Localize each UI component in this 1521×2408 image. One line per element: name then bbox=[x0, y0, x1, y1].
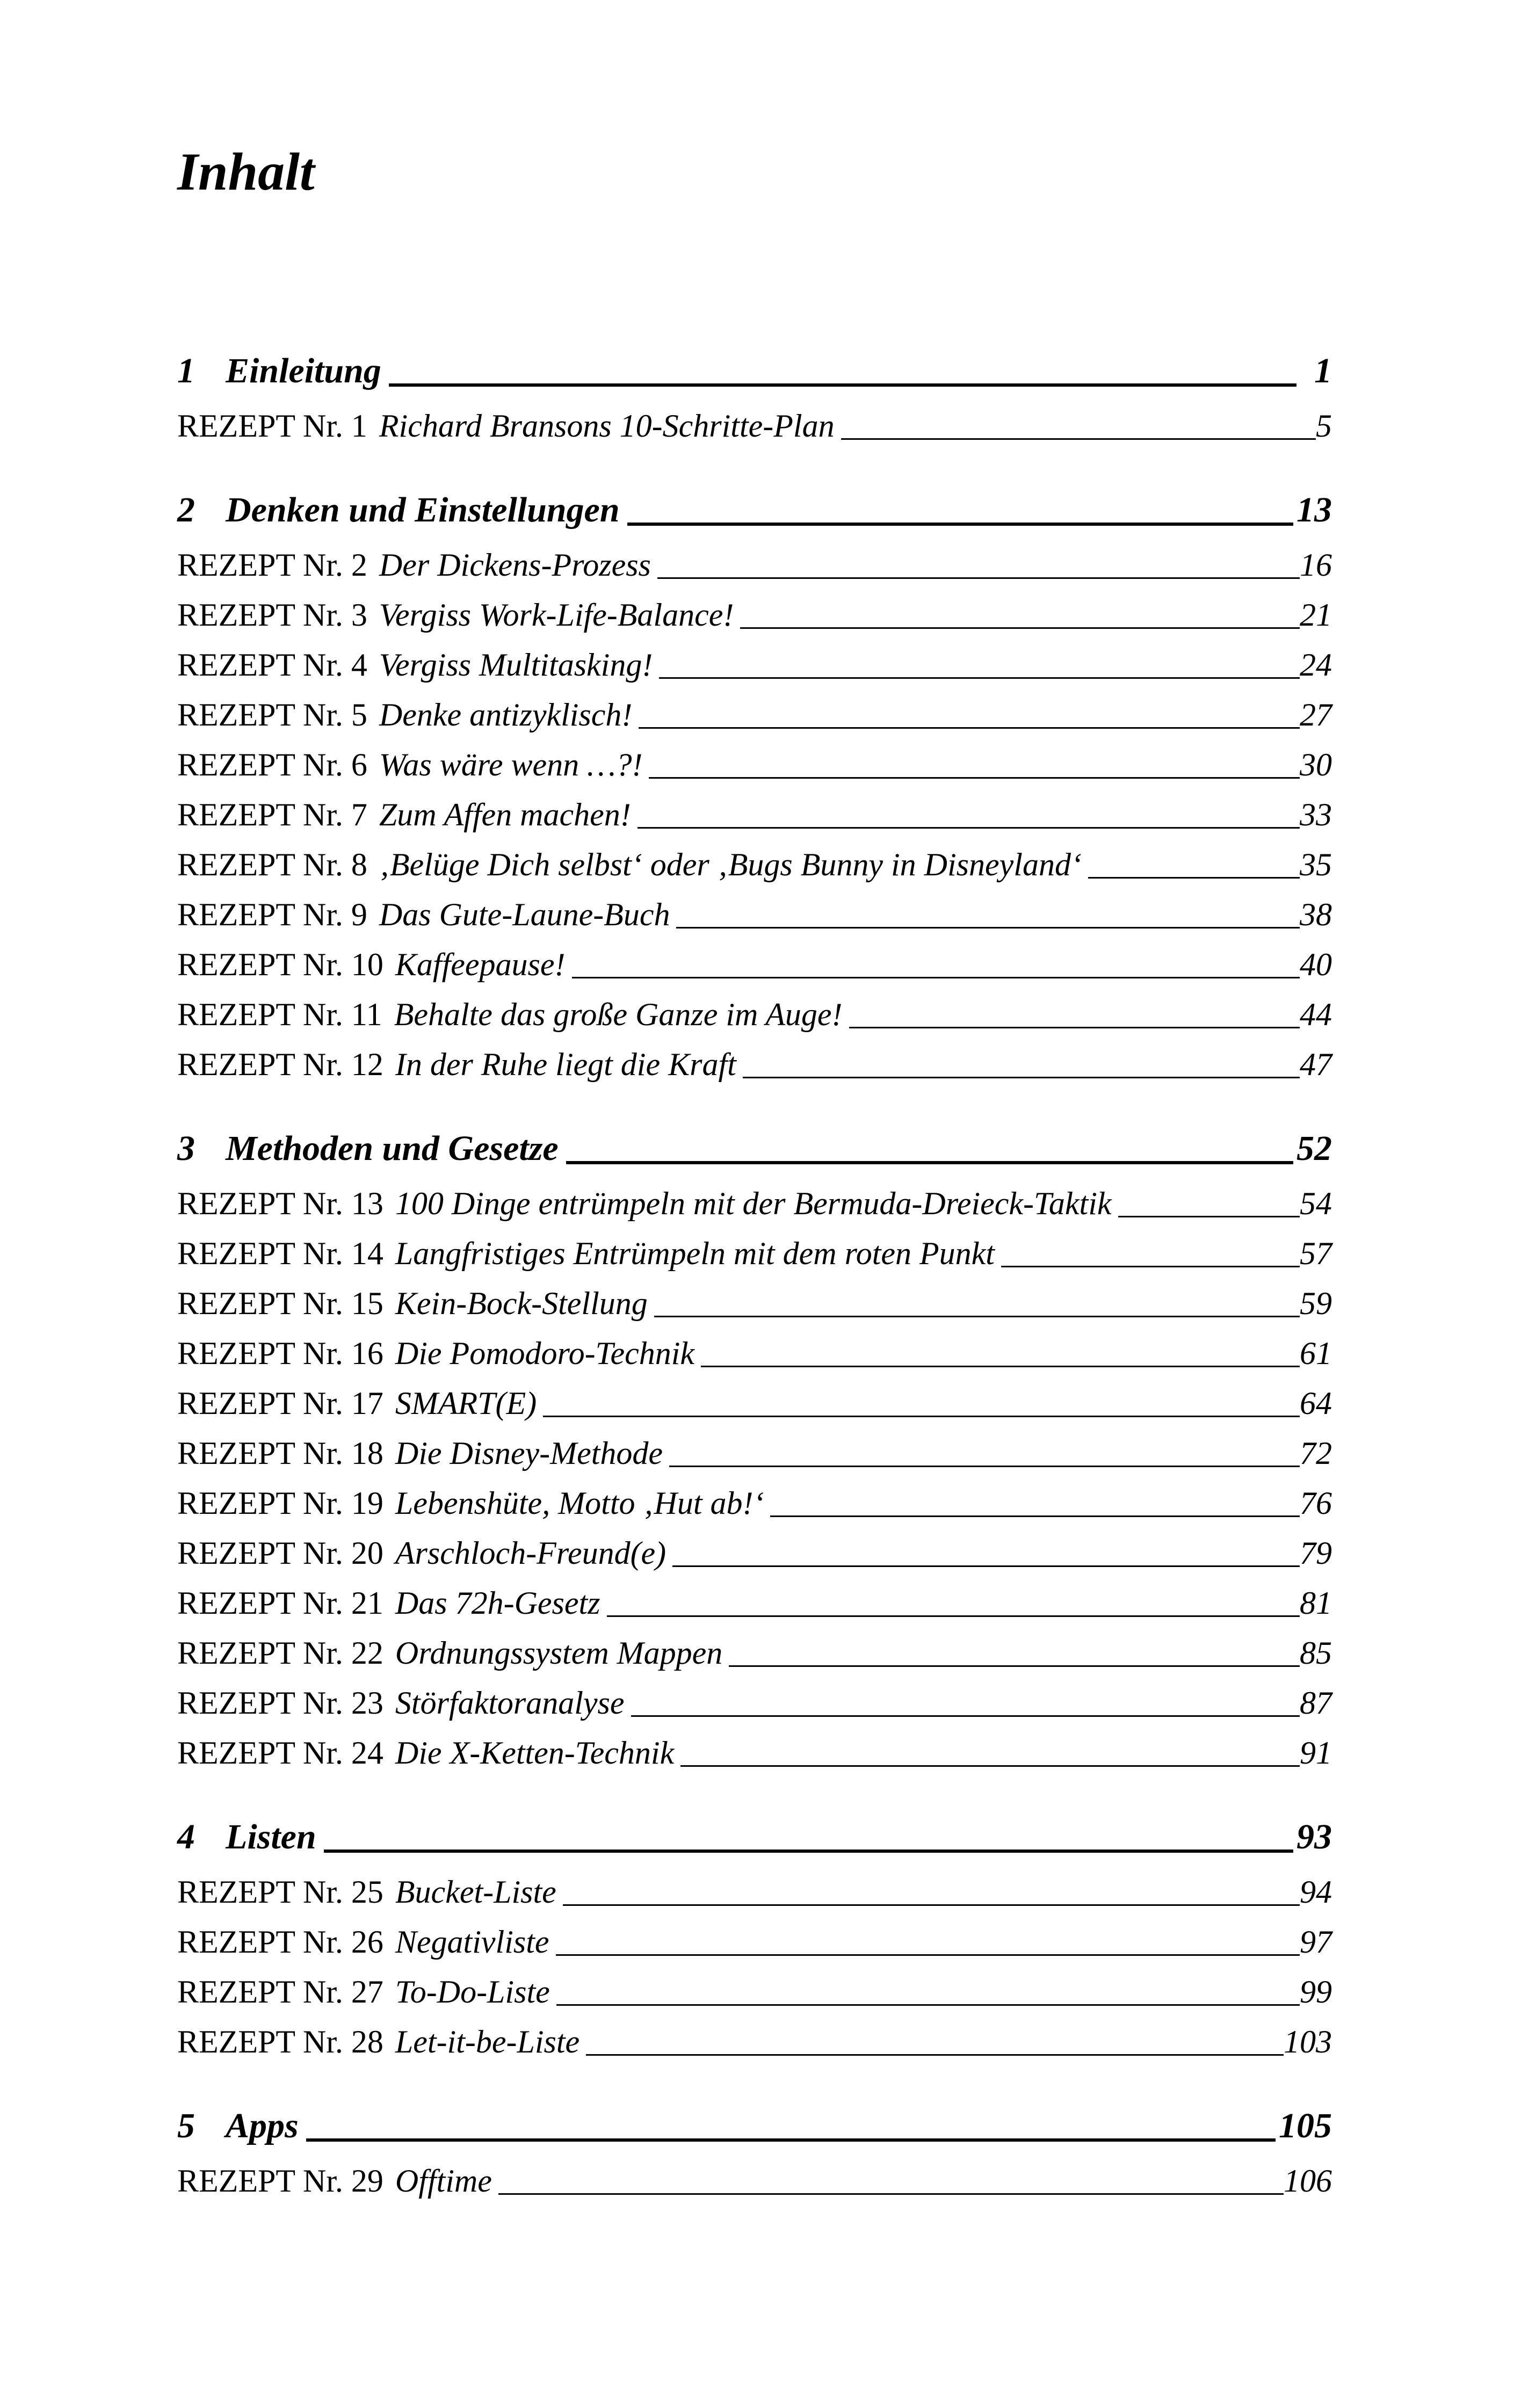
recipe-label: REZEPT Nr. 15 bbox=[177, 1286, 383, 1321]
leader-line bbox=[498, 2193, 1284, 2195]
toc-recipe-entry[interactable] bbox=[177, 1958, 1332, 2008]
leader-line bbox=[659, 677, 1300, 679]
recipe-label: REZEPT Nr. 26 bbox=[177, 1924, 383, 1960]
recipe-label: REZEPT Nr. 18 bbox=[177, 1435, 383, 1471]
recipe-page-number: 76 bbox=[1300, 1485, 1332, 1521]
toc-recipe-entry[interactable] bbox=[177, 1270, 1332, 1319]
recipe-page-number: 24 bbox=[1300, 647, 1332, 683]
recipe-page-number: 99 bbox=[1300, 1974, 1332, 2010]
recipe-page-number: 72 bbox=[1300, 1435, 1332, 1471]
table-of-contents bbox=[177, 333, 1332, 2197]
recipe-title: Richard Bransons 10-Schritte-Plan bbox=[379, 408, 835, 444]
leader-line bbox=[572, 977, 1300, 978]
toc-chapter[interactable] bbox=[177, 2088, 1332, 2144]
recipe-label: REZEPT Nr. 5 bbox=[177, 697, 367, 732]
recipe-page-number: 87 bbox=[1300, 1685, 1332, 1721]
page-title: Inhalt bbox=[177, 142, 315, 201]
toc-recipe-entry[interactable] bbox=[177, 1220, 1332, 1270]
recipe-page-number: 38 bbox=[1300, 897, 1332, 932]
recipe-label: REZEPT Nr. 14 bbox=[177, 1236, 383, 1271]
recipe-title: In der Ruhe liegt die Kraft bbox=[395, 1047, 736, 1082]
leader-line bbox=[680, 1765, 1300, 1767]
toc-recipe-entry[interactable] bbox=[177, 2147, 1332, 2197]
recipe-title: Die Pomodoro-Technik bbox=[395, 1336, 695, 1371]
recipe-page-number: 59 bbox=[1300, 1286, 1332, 1321]
leader-line bbox=[556, 2004, 1300, 2006]
toc-recipe-entry[interactable] bbox=[177, 392, 1332, 442]
recipe-title: Kein-Bock-Stellung bbox=[395, 1286, 648, 1321]
toc-recipe-entry[interactable] bbox=[177, 531, 1332, 581]
leader-line bbox=[566, 1161, 1293, 1164]
chapter-number: 2 bbox=[177, 490, 195, 530]
leader-line bbox=[627, 523, 1293, 526]
chapter-number: 5 bbox=[177, 2106, 195, 2145]
leader-line bbox=[324, 1849, 1293, 1853]
toc-chapter[interactable] bbox=[177, 472, 1332, 528]
recipe-label: REZEPT Nr. 27 bbox=[177, 1974, 383, 2010]
toc-recipe-entry[interactable] bbox=[177, 1669, 1332, 1719]
leader-line bbox=[701, 1366, 1300, 1367]
chapter-page-number: 105 bbox=[1279, 2106, 1332, 2145]
toc-chapter[interactable] bbox=[177, 1799, 1332, 1855]
chapter-page-number: 52 bbox=[1297, 1129, 1332, 1168]
recipe-label: REZEPT Nr. 22 bbox=[177, 1635, 383, 1671]
recipe-label: REZEPT Nr. 13 bbox=[177, 1186, 383, 1221]
leader-line bbox=[849, 1027, 1300, 1028]
recipe-label: REZEPT Nr. 29 bbox=[177, 2163, 383, 2199]
recipe-page-number: 30 bbox=[1300, 747, 1332, 782]
leader-line bbox=[1118, 1216, 1300, 1217]
recipe-page-number: 40 bbox=[1300, 947, 1332, 982]
recipe-title: SMART(E) bbox=[395, 1386, 537, 1421]
chapter-title: Apps bbox=[226, 2106, 299, 2145]
recipe-page-number: 81 bbox=[1300, 1585, 1332, 1621]
recipe-title: Vergiss Multitasking! bbox=[379, 647, 653, 683]
leader-line bbox=[631, 1715, 1300, 1717]
recipe-page-number: 57 bbox=[1300, 1236, 1332, 1271]
leader-line bbox=[639, 727, 1300, 729]
recipe-title: Vergiss Work-Life-Balance! bbox=[379, 597, 734, 633]
recipe-title: Die X-Ketten-Technik bbox=[395, 1735, 675, 1771]
leader-line bbox=[1088, 877, 1300, 879]
recipe-title: Lebenshüte, Motto ‚Hut ab!‘ bbox=[395, 1485, 764, 1521]
recipe-label: REZEPT Nr. 12 bbox=[177, 1047, 383, 1082]
recipe-label: REZEPT Nr. 16 bbox=[177, 1336, 383, 1371]
recipe-label: REZEPT Nr. 19 bbox=[177, 1485, 383, 1521]
recipe-page-number: 79 bbox=[1300, 1535, 1332, 1571]
recipe-page-number: 61 bbox=[1300, 1336, 1332, 1371]
recipe-title: 100 Dinge entrümpeln mit der Bermuda-Dreieck-Taktik bbox=[395, 1186, 1112, 1221]
leader-line bbox=[1001, 1266, 1300, 1267]
recipe-label: REZEPT Nr. 28 bbox=[177, 2024, 383, 2059]
recipe-label: REZEPT Nr. 17 bbox=[177, 1386, 383, 1421]
toc-recipe-entry[interactable] bbox=[177, 881, 1332, 931]
chapter-page-number: 93 bbox=[1297, 1817, 1332, 1856]
recipe-label: REZEPT Nr. 24 bbox=[177, 1735, 383, 1771]
recipe-title: Bucket-Liste bbox=[395, 1874, 556, 1910]
toc-chapter[interactable] bbox=[177, 1111, 1332, 1166]
toc-recipe-entry[interactable] bbox=[177, 1469, 1332, 1519]
leader-line bbox=[657, 577, 1300, 579]
recipe-page-number: 91 bbox=[1300, 1735, 1332, 1771]
recipe-title: Das 72h-Gesetz bbox=[395, 1585, 600, 1621]
recipe-page-number: 54 bbox=[1300, 1186, 1332, 1221]
leader-line bbox=[676, 927, 1300, 929]
toc-recipe-entry[interactable] bbox=[177, 1369, 1332, 1419]
recipe-label: REZEPT Nr. 21 bbox=[177, 1585, 383, 1621]
recipe-label: REZEPT Nr. 2 bbox=[177, 547, 367, 583]
chapter-title: Listen bbox=[226, 1817, 316, 1856]
toc-recipe-entry[interactable] bbox=[177, 1908, 1332, 1958]
recipe-page-number: 27 bbox=[1300, 697, 1332, 732]
recipe-label: REZEPT Nr. 1 bbox=[177, 408, 367, 444]
recipe-label: REZEPT Nr. 25 bbox=[177, 1874, 383, 1910]
chapter-page-number: 1 bbox=[1314, 351, 1332, 390]
recipe-page-number: 103 bbox=[1284, 2024, 1332, 2059]
chapter-title: Denken und Einstellungen bbox=[226, 490, 620, 530]
chapter-number: 3 bbox=[177, 1129, 195, 1168]
toc-recipe-entry[interactable] bbox=[177, 931, 1332, 981]
recipe-label: REZEPT Nr. 20 bbox=[177, 1535, 383, 1571]
recipe-label: REZEPT Nr. 6 bbox=[177, 747, 367, 782]
recipe-label: REZEPT Nr. 7 bbox=[177, 797, 367, 832]
leader-line bbox=[743, 1077, 1300, 1078]
recipe-page-number: 94 bbox=[1300, 1874, 1332, 1910]
leader-line bbox=[729, 1665, 1300, 1667]
toc-recipe-entry[interactable] bbox=[177, 831, 1332, 881]
recipe-title: Denke antizyklisch! bbox=[379, 697, 633, 732]
toc-recipe-entry[interactable] bbox=[177, 581, 1332, 631]
recipe-title: Der Dickens-Prozess bbox=[379, 547, 651, 583]
toc-chapter[interactable] bbox=[177, 333, 1332, 389]
toc-recipe-entry[interactable] bbox=[177, 681, 1332, 731]
recipe-page-number: 35 bbox=[1300, 847, 1332, 882]
recipe-page-number: 97 bbox=[1300, 1924, 1332, 1960]
recipe-label: REZEPT Nr. 8 bbox=[177, 847, 367, 882]
recipe-page-number: 64 bbox=[1300, 1386, 1332, 1421]
leader-line bbox=[556, 1954, 1300, 1956]
chapter-title: Einleitung bbox=[226, 351, 381, 390]
recipe-label: REZEPT Nr. 11 bbox=[177, 997, 382, 1032]
leader-line bbox=[306, 2138, 1276, 2142]
leader-line bbox=[740, 627, 1300, 629]
recipe-title: Die Disney-Methode bbox=[395, 1435, 663, 1471]
recipe-page-number: 33 bbox=[1300, 797, 1332, 832]
toc-recipe-entry[interactable] bbox=[177, 781, 1332, 831]
recipe-title: Arschloch-Freund(e) bbox=[395, 1535, 667, 1571]
recipe-title: Kaffeepause! bbox=[395, 947, 566, 982]
toc-recipe-entry[interactable] bbox=[177, 1170, 1332, 1220]
leader-line bbox=[607, 1615, 1300, 1617]
chapter-page-number: 13 bbox=[1297, 490, 1332, 530]
leader-line bbox=[543, 1416, 1300, 1417]
toc-recipe-entry[interactable] bbox=[177, 1519, 1332, 1569]
chapter-title: Methoden und Gesetze bbox=[226, 1129, 559, 1168]
recipe-title: Ordnungssystem Mappen bbox=[395, 1635, 723, 1671]
recipe-label: REZEPT Nr. 10 bbox=[177, 947, 383, 982]
leader-line bbox=[389, 383, 1297, 387]
recipe-page-number: 47 bbox=[1300, 1047, 1332, 1082]
toc-recipe-entry[interactable] bbox=[177, 1419, 1332, 1469]
recipe-label: REZEPT Nr. 23 bbox=[177, 1685, 383, 1721]
chapter-number: 1 bbox=[177, 351, 195, 390]
toc-recipe-entry[interactable] bbox=[177, 1569, 1332, 1619]
toc-recipe-entry[interactable] bbox=[177, 2008, 1332, 2058]
recipe-page-number: 16 bbox=[1300, 547, 1332, 583]
recipe-title: To-Do-Liste bbox=[395, 1974, 550, 2010]
recipe-label: REZEPT Nr. 9 bbox=[177, 897, 367, 932]
recipe-label: REZEPT Nr. 3 bbox=[177, 597, 367, 633]
recipe-title: Zum Affen machen! bbox=[379, 797, 631, 832]
recipe-label: REZEPT Nr. 4 bbox=[177, 647, 367, 683]
recipe-title: Störfaktoranalyse bbox=[395, 1685, 625, 1721]
recipe-title: Was wäre wenn …?! bbox=[379, 747, 643, 782]
recipe-title: ‚Belüge Dich selbst‘ oder ‚Bugs Bunny in Disneyland‘ bbox=[379, 847, 1082, 882]
leader-line bbox=[669, 1466, 1300, 1467]
recipe-page-number: 44 bbox=[1300, 997, 1332, 1032]
recipe-title: Negativliste bbox=[395, 1924, 549, 1960]
leader-line bbox=[672, 1565, 1300, 1567]
leader-line bbox=[654, 1316, 1300, 1317]
recipe-page-number: 5 bbox=[1316, 408, 1332, 444]
toc-recipe-entry[interactable] bbox=[177, 731, 1332, 781]
recipe-title: Das Gute-Laune-Buch bbox=[379, 897, 670, 932]
recipe-title: Langfristiges Entrümpeln mit dem roten Punkt bbox=[395, 1236, 995, 1271]
leader-line bbox=[770, 1515, 1300, 1517]
toc-recipe-entry[interactable] bbox=[177, 981, 1332, 1031]
leader-line bbox=[586, 2054, 1284, 2056]
leader-line bbox=[649, 777, 1300, 779]
toc-recipe-entry[interactable] bbox=[177, 1031, 1332, 1080]
recipe-title: Offtime bbox=[395, 2163, 492, 2199]
recipe-title: Behalte das große Ganze im Auge! bbox=[394, 997, 843, 1032]
toc-recipe-entry[interactable] bbox=[177, 631, 1332, 681]
toc-recipe-entry[interactable] bbox=[177, 1319, 1332, 1369]
recipe-page-number: 21 bbox=[1300, 597, 1332, 633]
leader-line bbox=[563, 1904, 1300, 1906]
leader-line bbox=[841, 438, 1316, 440]
toc-recipe-entry[interactable] bbox=[177, 1719, 1332, 1769]
leader-line bbox=[638, 827, 1300, 829]
recipe-page-number: 106 bbox=[1284, 2163, 1332, 2199]
recipe-title: Let-it-be-Liste bbox=[395, 2024, 580, 2059]
chapter-number: 4 bbox=[177, 1817, 195, 1856]
toc-recipe-entry[interactable] bbox=[177, 1858, 1332, 1908]
recipe-page-number: 85 bbox=[1300, 1635, 1332, 1671]
toc-recipe-entry[interactable] bbox=[177, 1619, 1332, 1669]
